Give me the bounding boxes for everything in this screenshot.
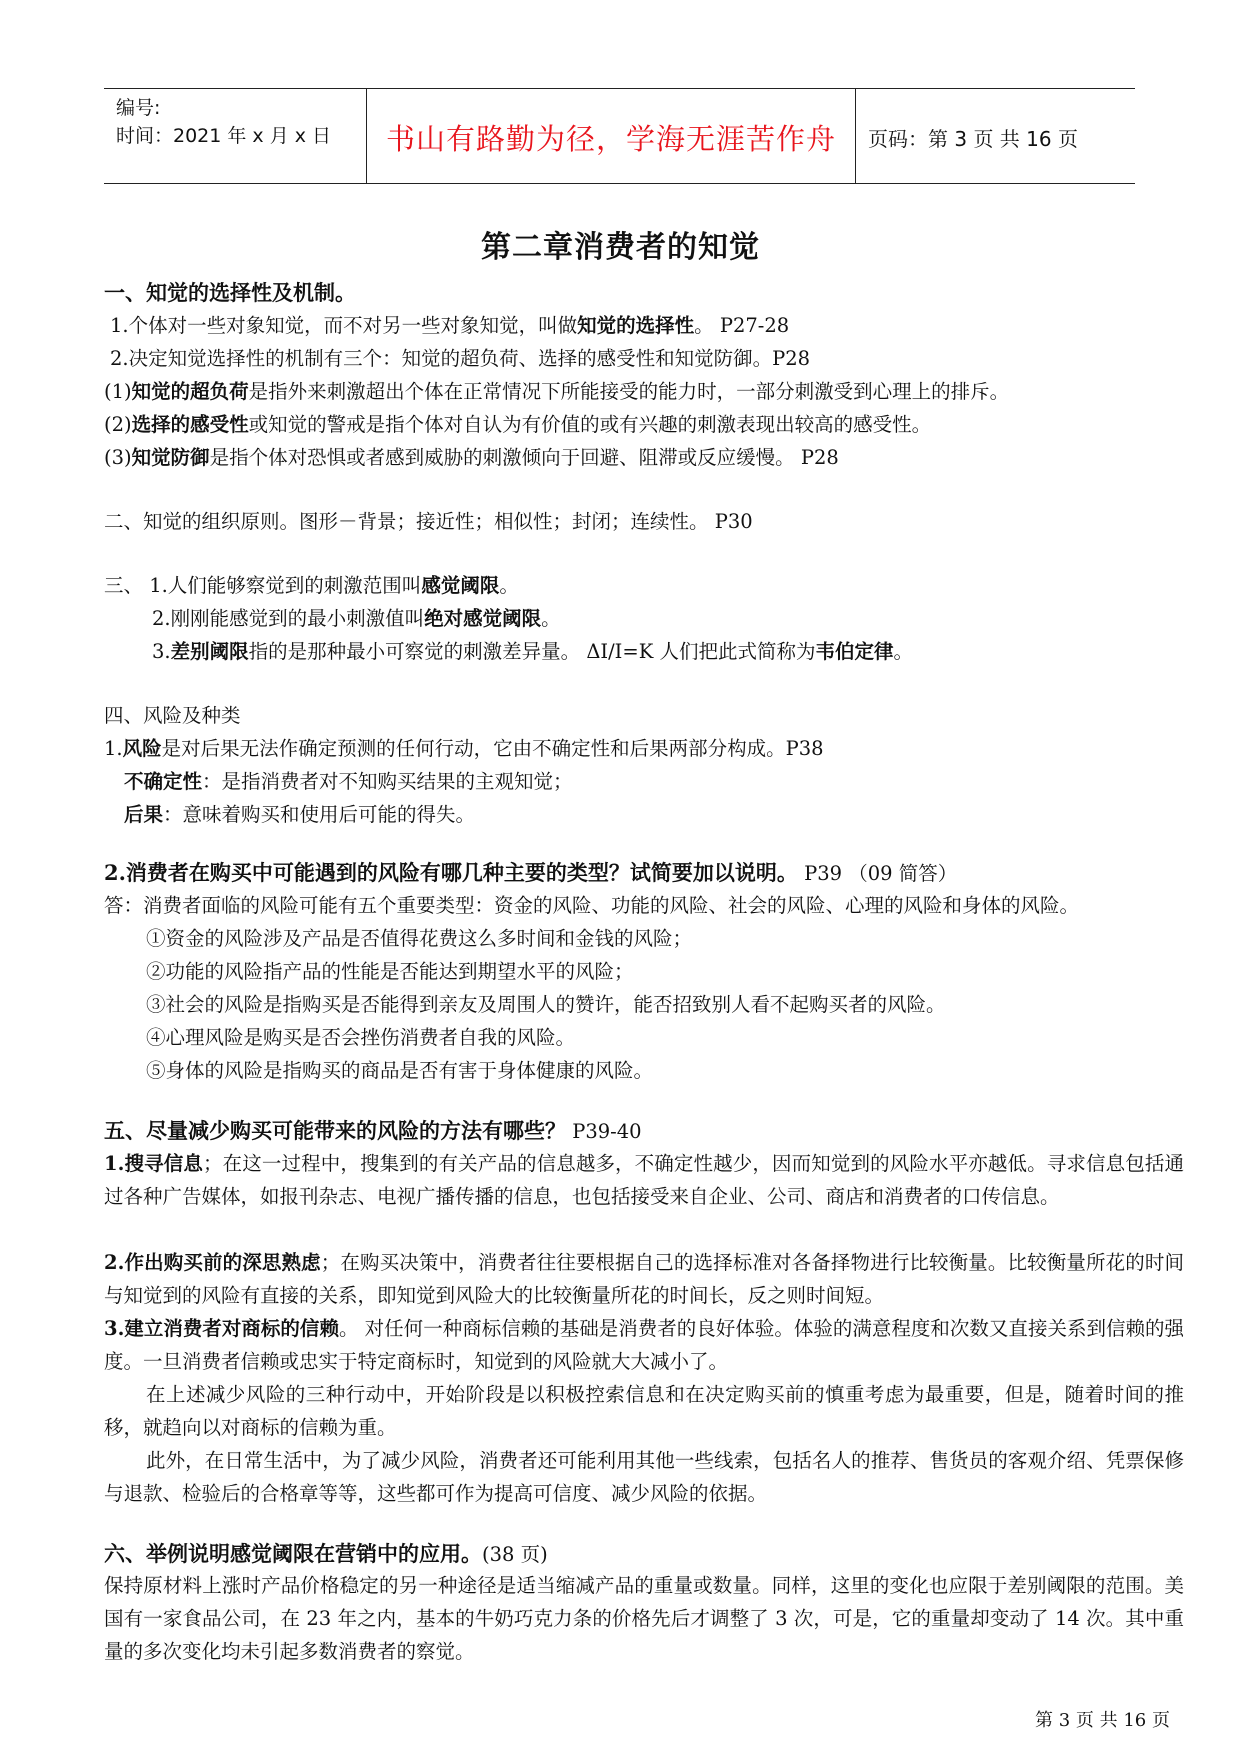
section-5-p4: 在上述减少风险的三种行动中，开始阶段是以积极控索信息和在决定购买前的慎重考虑为最重要，但是，随着时间的推移，就趋向以对商标的信赖为重。 [104, 1383, 1184, 1439]
section-4-p3: 后果：意味着购买和使用后可能的得失。 [124, 803, 476, 826]
page-footer: 第 3 页 共 16 页 [1035, 1710, 1170, 1731]
question-2-answer: 答：消费者面临的风险可能有五个重要类型：资金的风险、功能的风险、社会的风险、心理的风险和身体的风险。 [104, 894, 1080, 917]
section-3-p2: 2.刚刚能感觉到的最小刺激值叫绝对感觉阈限。 [152, 607, 561, 630]
section-5-p1: 1.搜寻信息；在这一过程中，搜集到的有关产品的信息越多，不确定性越少，因而知觉到的风险水平亦越低。寻求信息包括通过各种广告媒体，如报刊杂志、电视广播传播的信息，也包括接受来自企业、公司、商店和消费者的口传信息。 [104, 1152, 1184, 1208]
section-5-p3: 3.建立消费者对商标的信赖。 对任何一种商标信赖的基础是消费者的良好体验。体验的满意程度和次数又直接关系到信赖的强度。一旦消费者信赖或忠实于特定商标时，知觉到的风险就大大减小了。 [104, 1317, 1184, 1373]
document-header [104, 88, 1135, 184]
header-right-cell [856, 89, 1135, 183]
page-label: 页码：第 3 页 共 16 页 [868, 127, 1078, 151]
question-2-item: ②功能的风险指产品的性能是否能达到期望水平的风险； [146, 960, 634, 983]
section-1-heading: 一、知觉的选择性及机制。 [104, 280, 356, 305]
section-4-p1: 1.风险是对后果无法作确定预测的任何行动，它由不确定性和后果两部分构成。P38 [104, 737, 824, 760]
question-2-item: ④心理风险是购买是否会挫伤消费者自我的风险。 [146, 1026, 576, 1049]
header-middle-cell [367, 89, 856, 183]
question-2-item: ①资金的风险涉及产品是否值得花费这么多时间和金钱的风险； [146, 927, 693, 950]
section-3-p1: 三、 1.人们能够察觉到的刺激范围叫感觉阈限。 [104, 574, 519, 597]
time-label: 时间：2021 年 x 月 x 日 [116, 125, 332, 147]
section-1-p3: (1)知觉的超负荷是指外来刺激超出个体在正常情况下所能接受的能力时，一部分刺激受到心理上的排斥。 [104, 380, 1010, 403]
header-left-cell [104, 89, 367, 183]
section-4-heading: 四、风险及种类 [104, 704, 241, 727]
motto: 书山有路勤为径，学海无涯苦作舟 [385, 122, 836, 156]
section-3-p3: 3.差别阈限指的是那种最小可察觉的刺激差异量。 ΔI/I=K 人们把此式简称为韦伯定律。 [152, 640, 914, 663]
number-label: 编号: [116, 97, 161, 119]
section-5-p2: 2.作出购买前的深思熟虑；在购买决策中，消费者往往要根据自己的选择标准对各备择物进行比较衡量。比较衡量所花的时间与知觉到的风险有直接的关系，即知觉到风险大的比较衡量所花的时间长，反之则时间短。 [104, 1251, 1184, 1307]
question-2-item: ⑤身体的风险是指购买的商品是否有害于身体健康的风险。 [146, 1059, 654, 1082]
section-5-heading: 五、尽量减少购买可能带来的风险的方法有哪些？ P39-40 [104, 1118, 642, 1143]
section-2-text: 二、知觉的组织原则。图形－背景；接近性；相似性；封闭；连续性。 P30 [104, 510, 753, 533]
section-1-p4: (2)选择的感受性或知觉的警戒是指个体对自认为有价值的或有兴趣的刺激表现出较高的感受性。 [104, 413, 932, 436]
question-2-item: ③社会的风险是指购买是否能得到亲友及周围人的赞许，能否招致别人看不起购买者的风险。 [146, 993, 946, 1016]
section-6-p1: 保持原材料上涨时产品价格稳定的另一种途径是适当缩减产品的重量或数量。同样，这里的变化也应限于差别阈限的范围。美国有一家食品公司，在 23 年之内，基本的牛奶巧克力条的价格先后才调整了 3 次，可是，它的重量却变动了 14 次。其中重量的多次变化均未引起多数消费者的察觉。 [104, 1574, 1184, 1663]
section-1-p2: 2.决定知觉选择性的机制有三个：知觉的超负荷、选择的感受性和知觉防御。P28 [110, 347, 811, 370]
section-4-p2: 不确定性：是指消费者对不知购买结果的主观知觉； [124, 770, 573, 793]
section-6-heading: 六、举例说明感觉阈限在营销中的应用。(38 页) [104, 1541, 548, 1566]
section-1-p1: 1.个体对一些对象知觉，而不对另一些对象知觉，叫做知觉的选择性。 P27-28 [110, 314, 790, 337]
section-1-p5: (3)知觉防御是指个体对恐惧或者感到威胁的刺激倾向于回避、阻滞或反应缓慢。 P28 [104, 446, 839, 469]
section-5-p5: 此外，在日常生活中，为了减少风险，消费者还可能利用其他一些线索，包括名人的推荐、售货员的客观介绍、凭票保修与退款、检验后的合格章等等，这些都可作为提高可信度、减少风险的依据。 [104, 1449, 1184, 1505]
question-2-heading: 2.消费者在购买中可能遇到的风险有哪几种主要的类型？试简要加以说明。 P39 （09 简答） [104, 860, 958, 885]
page-title: 第二章消费者的知觉 [481, 230, 760, 265]
